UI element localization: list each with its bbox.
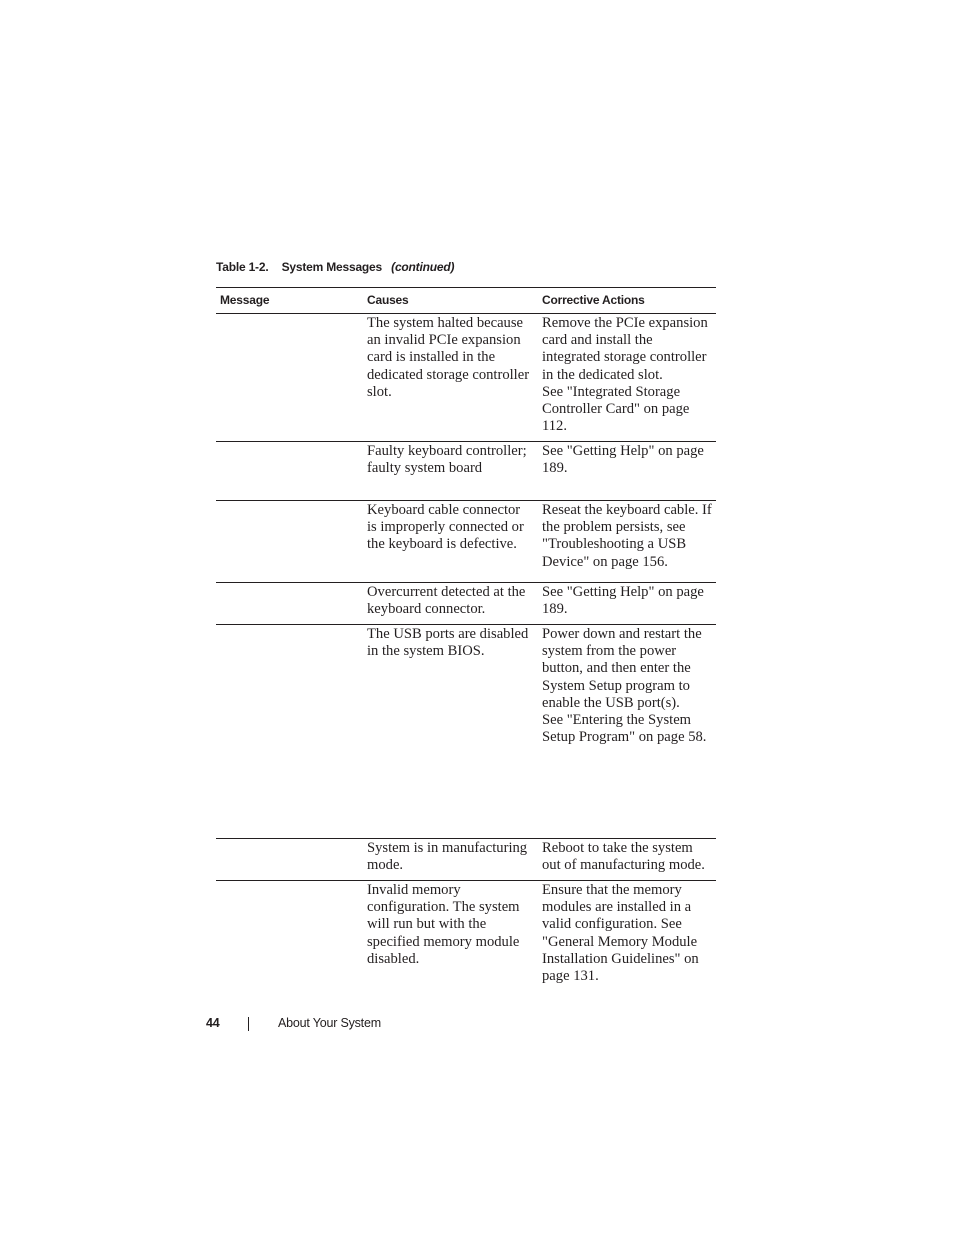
cause-cell: Keyboard cable connector is improperly connected or the keyboard is defective. — [363, 501, 538, 583]
table-number: Table 1-2. — [216, 260, 269, 274]
page-footer — [0, 1016, 954, 1034]
footer-separator — [248, 1017, 249, 1031]
action-cell — [538, 501, 716, 583]
message-cell — [216, 625, 363, 839]
action-cell — [538, 881, 716, 991]
action-cell — [538, 839, 716, 881]
cause-cell: Overcurrent detected at the keyboard connector. — [363, 583, 538, 625]
header-message: Message — [216, 288, 363, 314]
table-row — [216, 625, 716, 839]
action-line: Reboot to take the system out of manufacturing mode. — [542, 840, 705, 874]
message-cell — [216, 314, 363, 442]
table-row — [216, 442, 716, 501]
message-cell — [216, 442, 363, 501]
action-line: See "Entering the System Setup Program" on page 58. — [542, 712, 707, 746]
table-row — [216, 314, 716, 442]
table-caption — [216, 260, 454, 274]
page-number: 44 — [206, 1016, 220, 1030]
action-line: See "Getting Help" on page 189. — [542, 584, 704, 618]
action-cell — [538, 442, 716, 501]
action-line: Remove the PCIe expansion card and install the integrated storage controller in the dedicated slot. — [542, 315, 708, 383]
table-row — [216, 583, 716, 625]
message-cell — [216, 881, 363, 991]
message-cell — [216, 839, 363, 881]
section-title: About Your System — [278, 1016, 381, 1030]
table-row — [216, 881, 716, 991]
cause-cell: Faulty keyboard controller; faulty system board — [363, 442, 538, 501]
action-cell — [538, 583, 716, 625]
message-cell — [216, 583, 363, 625]
table-row — [216, 501, 716, 583]
cause-cell: The system halted because an invalid PCIe expansion card is installed in the dedicated storage controller slot. — [363, 314, 538, 442]
action-line: Reseat the keyboard cable. If the problem persists, see "Troubleshooting a USB Device" on page 156. — [542, 502, 712, 570]
action-line: See "Integrated Storage Controller Card" on page 112. — [542, 383, 690, 435]
action-line: Ensure that the memory modules are installed in a valid configuration. See "General Memory Module Installation Guidelines" on page 131. — [542, 882, 699, 985]
action-line: See "Getting Help" on page 189. — [542, 443, 704, 477]
action-cell — [538, 625, 716, 839]
table-continued-label: (continued) — [391, 260, 455, 274]
header-corrective-actions: Corrective Actions — [538, 288, 716, 314]
cause-cell: System is in manufacturing mode. — [363, 839, 538, 881]
action-line: Power down and restart the system from the power button, and then enter the System Setup program to enable the USB port(s). — [542, 626, 702, 711]
header-causes: Causes — [363, 288, 538, 314]
table-title: System Messages — [281, 260, 383, 274]
cause-cell: The USB ports are disabled in the system BIOS. — [363, 625, 538, 839]
message-cell — [216, 501, 363, 583]
cause-cell: Invalid memory configuration. The system will run but with the specified memory module disabled. — [367, 882, 520, 967]
table-header-row — [216, 288, 716, 314]
system-messages-table — [216, 287, 716, 991]
action-cell — [538, 314, 716, 442]
table-row — [216, 839, 716, 881]
